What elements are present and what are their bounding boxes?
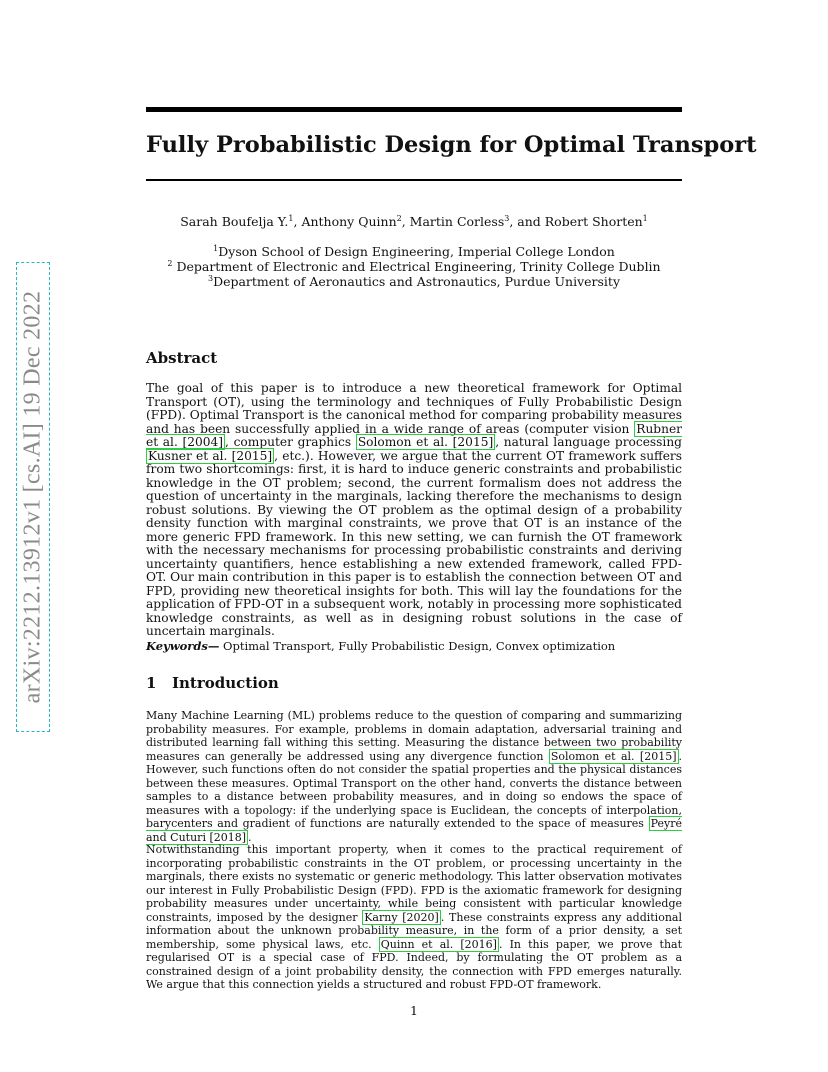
citation-link[interactable]: Karny [2020] xyxy=(364,910,439,924)
affiliation-text: Dyson School of Design Engineering, Imperial College London xyxy=(218,244,615,259)
keywords-text: Optimal Transport, Fully Probabilistic Design, Convex optimization xyxy=(219,639,616,653)
keywords-label: Keywords— xyxy=(146,639,220,653)
citation-link[interactable]: Solomon et al. [2015] xyxy=(550,749,677,763)
paragraph-text: . xyxy=(248,830,252,844)
section-number: 1 xyxy=(146,674,157,692)
section-title: Introduction xyxy=(172,674,279,692)
page-number: 1 xyxy=(410,1003,418,1018)
affiliation xyxy=(146,259,682,274)
affiliation xyxy=(146,274,682,289)
affiliation-list xyxy=(146,244,682,289)
citation-link[interactable]: Rubner et al. [2004] xyxy=(146,421,682,449)
affiliation-marker: 1 xyxy=(213,243,219,253)
citation-link[interactable]: Kusner et al. [2015] xyxy=(148,448,273,463)
affiliation-marker: 1 xyxy=(642,213,648,223)
intro-paragraph-1 xyxy=(146,709,682,844)
title-top-rule xyxy=(146,107,682,112)
section-heading-introduction xyxy=(146,674,279,692)
affiliation-marker: 3 xyxy=(504,213,510,223)
affiliation-marker: 2 xyxy=(396,213,402,223)
author-name: Martin Corless xyxy=(409,214,505,229)
citation-link[interactable]: Peyré and Cuturi [2018] xyxy=(146,817,682,844)
abstract-text: , etc.). However, we argue that the current OT framework suffers from two shortcomings: first, it is hard to induce generic constraints and probabilistic knowledge in the OT problem; second, the current formalism does not address the question of uncertainty in the marginals, lacking therefore the mechanisms to design robust solutions. By viewing the OT problem as the optimal design of a probability density function with marginal constraints, we prove that OT is an instance of the more generic FPD framework. In this new setting, we can furnish the OT framework with the necessary mechanisms for processing probabilistic constraints and deriving uncertainty quantifiers, hence establishing a new extended framework, called FPD-OT. Our main contribution in this paper is to establish the connection between OT and FPD, providing new theoretical insights for both. This will lay the foundations for the application of FPD-OT in a subsequent work, notably in processing more sophisticated knowledge constraints, as well as in designing robust solutions in the case of uncertain marginals. xyxy=(146,448,682,638)
paper-title: Fully Probabilistic Design for Optimal Transport xyxy=(146,132,757,158)
abstract-text: , computer graphics xyxy=(225,435,356,449)
affiliation-marker: 3 xyxy=(207,273,214,283)
author-name: Robert Shorten xyxy=(544,214,643,229)
affiliation-marker: 2 xyxy=(167,258,173,268)
abstract-body xyxy=(146,382,682,639)
paragraph-text: . These constraints express any additional information about the unknown probability measure, in the form of a prior density, a set membership, some physical laws, etc. xyxy=(146,910,682,951)
abstract-text: , natural language processing xyxy=(495,435,682,449)
paragraph-text: Many Machine Learning (ML) problems reduce to the question of comparing and summarizing probability measures. For example, problems in domain adaptation, adversarial training and distributed learning fall withing this setting. Measuring the distance between two probability measures can generally be addressed using any divergence function xyxy=(146,709,682,763)
author-list: Sarah Boufelja Y.$^1$, Anthony Quinn$^2$, Martin Corless$^3$, and Robert Shorten$^1$ xyxy=(180,213,648,229)
citation-link[interactable]: Quinn et al. [2016] xyxy=(380,937,497,951)
paragraph-text: . However, such functions often do not consider the spatial properties and the physical distances between these measures. Optimal Transport on the other hand, converts the distance between samples to a distance between probability measures, and in doing so endows the space of measures with a topology: if the underlying space is Euclidean, the concepts of interpolation, barycenters and gradient of functions are naturally extended to the space of measures xyxy=(146,749,682,830)
arxiv-id[interactable]: arXiv:2212.13912v1 [cs.AI] 19 Dec 2022 xyxy=(19,290,46,704)
affiliation xyxy=(146,244,682,259)
abstract-text: The goal of this paper is to introduce a new theoretical framework for Optimal Transport (OT), using the terminology and techniques of Fully Probabilistic Design (FPD). Optimal Transport is the canonical method for comparing probability measures and has been successfully applied in a wide range of areas (computer vision xyxy=(146,381,682,436)
paragraph-text: . In this paper, we prove that regularised OT is a special case of FPD. Indeed, by formulating the OT problem as a constrained design of a joint probability density, the connection with FPD emerges naturally. We argue that this connection yields a structured and robust FPD-OT framework. xyxy=(146,937,683,991)
keywords-line xyxy=(146,639,682,653)
author-name: Anthony Quinn xyxy=(301,214,397,229)
intro-paragraph-2 xyxy=(146,843,682,992)
affiliation-marker: 1 xyxy=(288,213,294,223)
affiliation-text: Department of Electronic and Electrical Engineering, Trinity College Dublin xyxy=(172,259,661,274)
author-name: Sarah Boufelja Y. xyxy=(180,214,289,229)
citation-link[interactable]: Solomon et al. [2015] xyxy=(357,435,494,449)
affiliation-text: Department of Aeronautics and Astronautics, Purdue University xyxy=(213,274,621,289)
paragraph-text: Notwithstanding this important property, when it comes to the practical requirement of incorporating probabilistic constraints in the OT problem, or processing uncertainty in the marginals, there exists no systematic or generic methodology. This latter observation motivates our interest in Fully Probabilistic Design (FPD). FPD is the axiomatic framework for designing probability measures under uncertainty, while being consistent with particular knowledge constraints, imposed by the designer xyxy=(146,843,682,924)
abstract-heading: Abstract xyxy=(146,349,218,367)
arxiv-sidebar-stamp[interactable] xyxy=(16,262,50,732)
title-bottom-rule xyxy=(146,179,682,181)
